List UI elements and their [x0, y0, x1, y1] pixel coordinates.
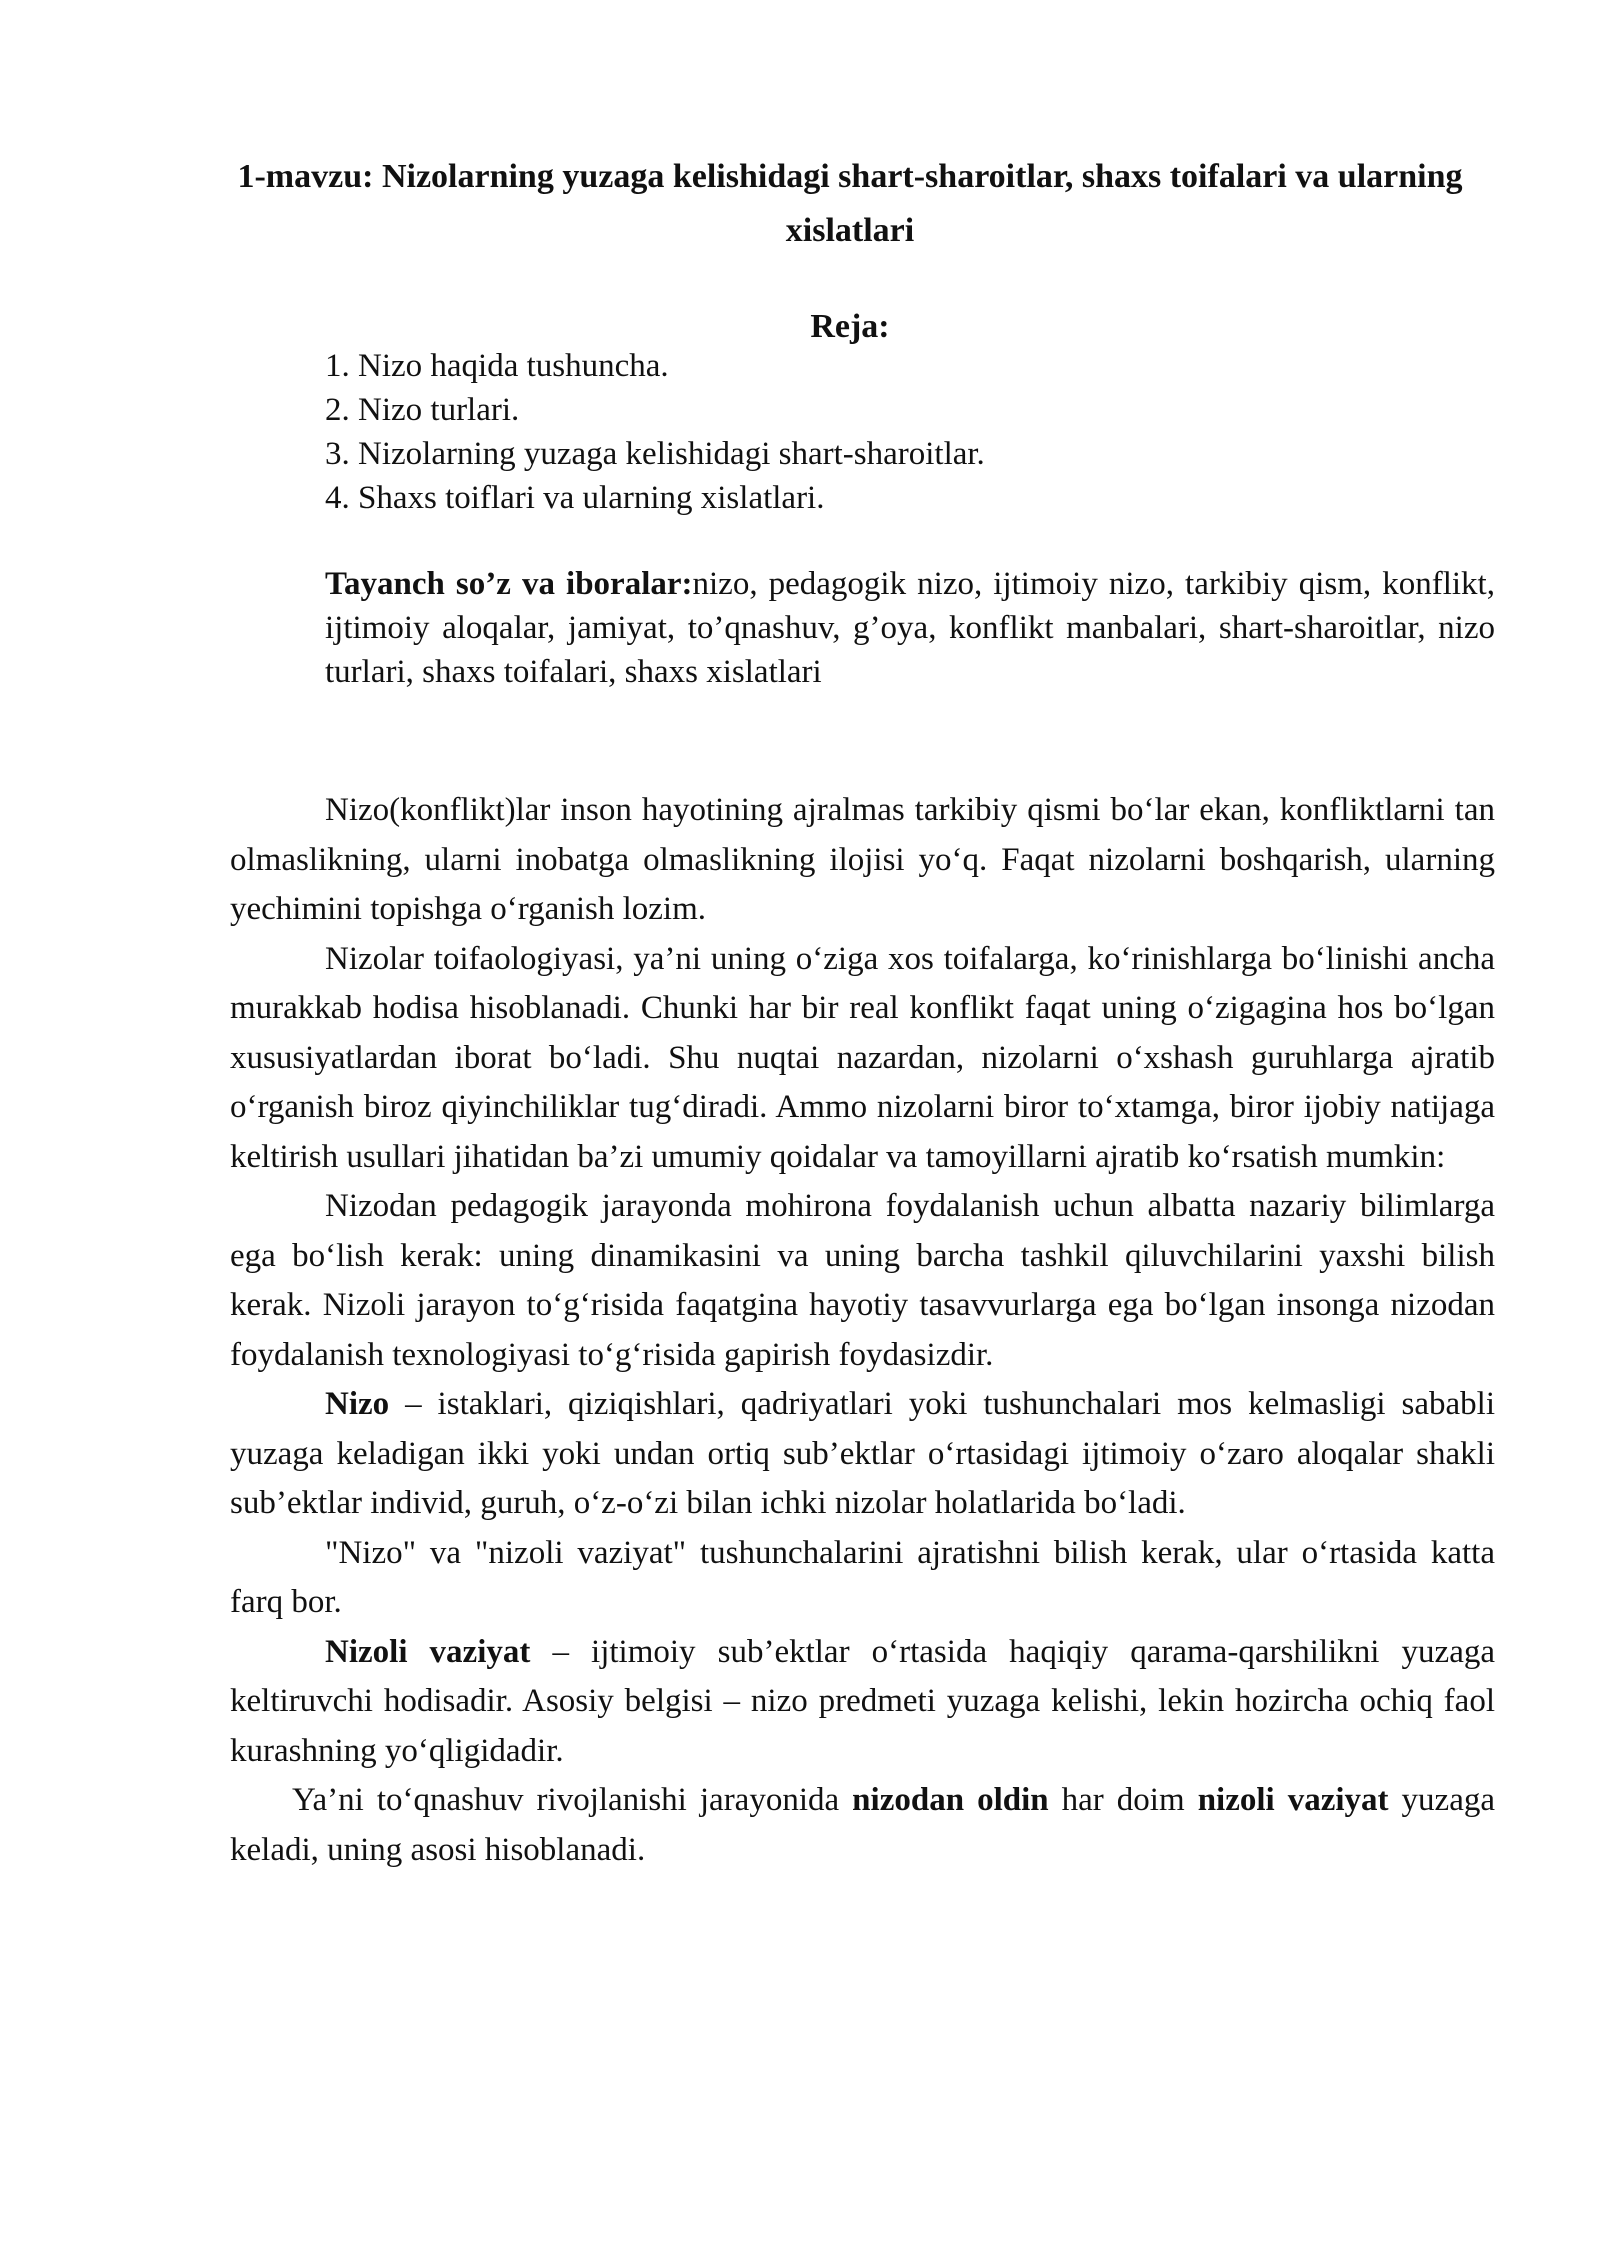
definition-term: Nizoli vaziyat	[325, 1633, 531, 1670]
keywords-text: nizo, pedagogik nizo, ijtimoiy nizo, tarkibiy qism, konflikt, ijtimoiy aloqalar, jamiyat, to’qnashuv, g’oya, konflikt manbalari, shart-sharoitlar, nizo turlari, shaxs toifalari, shaxs xislatlari	[325, 566, 1495, 690]
emphasis-text: nizodan oldin	[852, 1782, 1049, 1818]
paragraph: Nizodan pedagogik jarayonda mohirona foydalanish uchun albatta nazariy bilimlarga ega bo‘lish kerak: uning dinamikasini va uning barcha tashkil qiluvchilarini yaxshi bilish kerak. Nizoli jarayon to‘g‘risida faqatgina hayotiy tasavvurlarga ega bo‘lgan insonga nizodan foydalanish texnologiyasi to‘g‘risida gapirish foydasizdir.	[230, 1188, 1495, 1373]
emphasis-text: nizoli vaziyat	[1197, 1782, 1389, 1818]
definition-paragraph	[230, 1628, 1495, 1777]
plan-item: 2. Nizo turlari.	[325, 392, 520, 428]
paragraph: "Nizo" va "nizoli vaziyat" tushunchalarini ajratishni bilish kerak, ular o‘rtasida katta farq bor.	[230, 1534, 1495, 1620]
definition-paragraph	[230, 1380, 1495, 1529]
plan-list	[325, 344, 985, 520]
paragraph: Nizolar toifaologiyasi, ya’ni uning o‘ziga xos toifalarga, ko‘rinishlarga bo‘linishi ancha murakkab hodisa hisoblanadi. Chunki har bir real konflikt faqat uning o‘zigagina hos bo‘lgan xususiyatlardan iborat bo‘ladi. Shu nuqtai nazardan, nizolarni o‘xshash guruhlarga ajratib o‘rganish biroz qiyinchiliklar tug‘diradi. Ammo nizolarni biror to‘xtamga, biror ijobiy natijaga keltirish usullari jihatidan ba’zi umumiy qoidalar va tamoyillarni ajratib ko‘rsatish mumkin:	[230, 940, 1495, 1175]
body-text	[230, 786, 1495, 1875]
text-run: Ya’ni to‘qnashuv rivojlanishi jarayonida	[292, 1782, 853, 1818]
text-run: har doim	[1048, 1782, 1198, 1818]
definition-text: – istaklari, qiziqishlari, qadriyatlari yoki tushunchalari mos kelmasligi sababli yuzaga keladigan ikki yoki undan ortiq sub’ektlar o‘rtasidagi ijtimoiy o‘zaro aloqalar shakli sub’ektlar individ, guruh, o‘z-o‘zi bilan ichki nizolar holatlarida bo‘ladi.	[230, 1386, 1495, 1521]
paragraph: Nizo(konflikt)lar inson hayotining ajralmas tarkibiy qismi bo‘lar ekan, konfliktlarni tan olmaslikning, ularni inobatga olmaslikning ilojisi yo‘q. Faqat nizolarni boshqarish, ularning yechimini topishga o‘rganish lozim.	[230, 792, 1495, 927]
plan-item: 3. Nizolarning yuzaga kelishidagi shart-sharoitlar.	[325, 436, 985, 472]
plan-heading: Reja:	[810, 308, 890, 345]
keywords-label: Tayanch so’z va iboralar:	[325, 566, 693, 602]
text-run: yuzaga keladi, uning asosi hisoblanadi.	[230, 1782, 1495, 1868]
plan-item: 4. Shaxs toiflari va ularning xislatlari.	[325, 480, 825, 516]
plan-item: 1. Nizo haqida tushuncha.	[325, 348, 669, 384]
page-title: 1-mavzu: Nizolarning yuzaga kelishidagi shart-sharoitlar, shaxs toifalari va ularning xislatlari	[237, 158, 1463, 249]
keywords-block	[325, 562, 1495, 694]
definition-term: Nizo	[325, 1386, 390, 1422]
definition-text: – ijtimoiy sub’ektlar o‘rtasida haqiqiy qarama-qarshilikni yuzaga keltiruvchi hodisadir. Asosiy belgisi – nizo predmeti yuzaga kelishi, lekin hozircha ochiq faol kurashning yo‘qligidadir.	[230, 1633, 1495, 1769]
paragraph	[230, 1776, 1495, 1875]
